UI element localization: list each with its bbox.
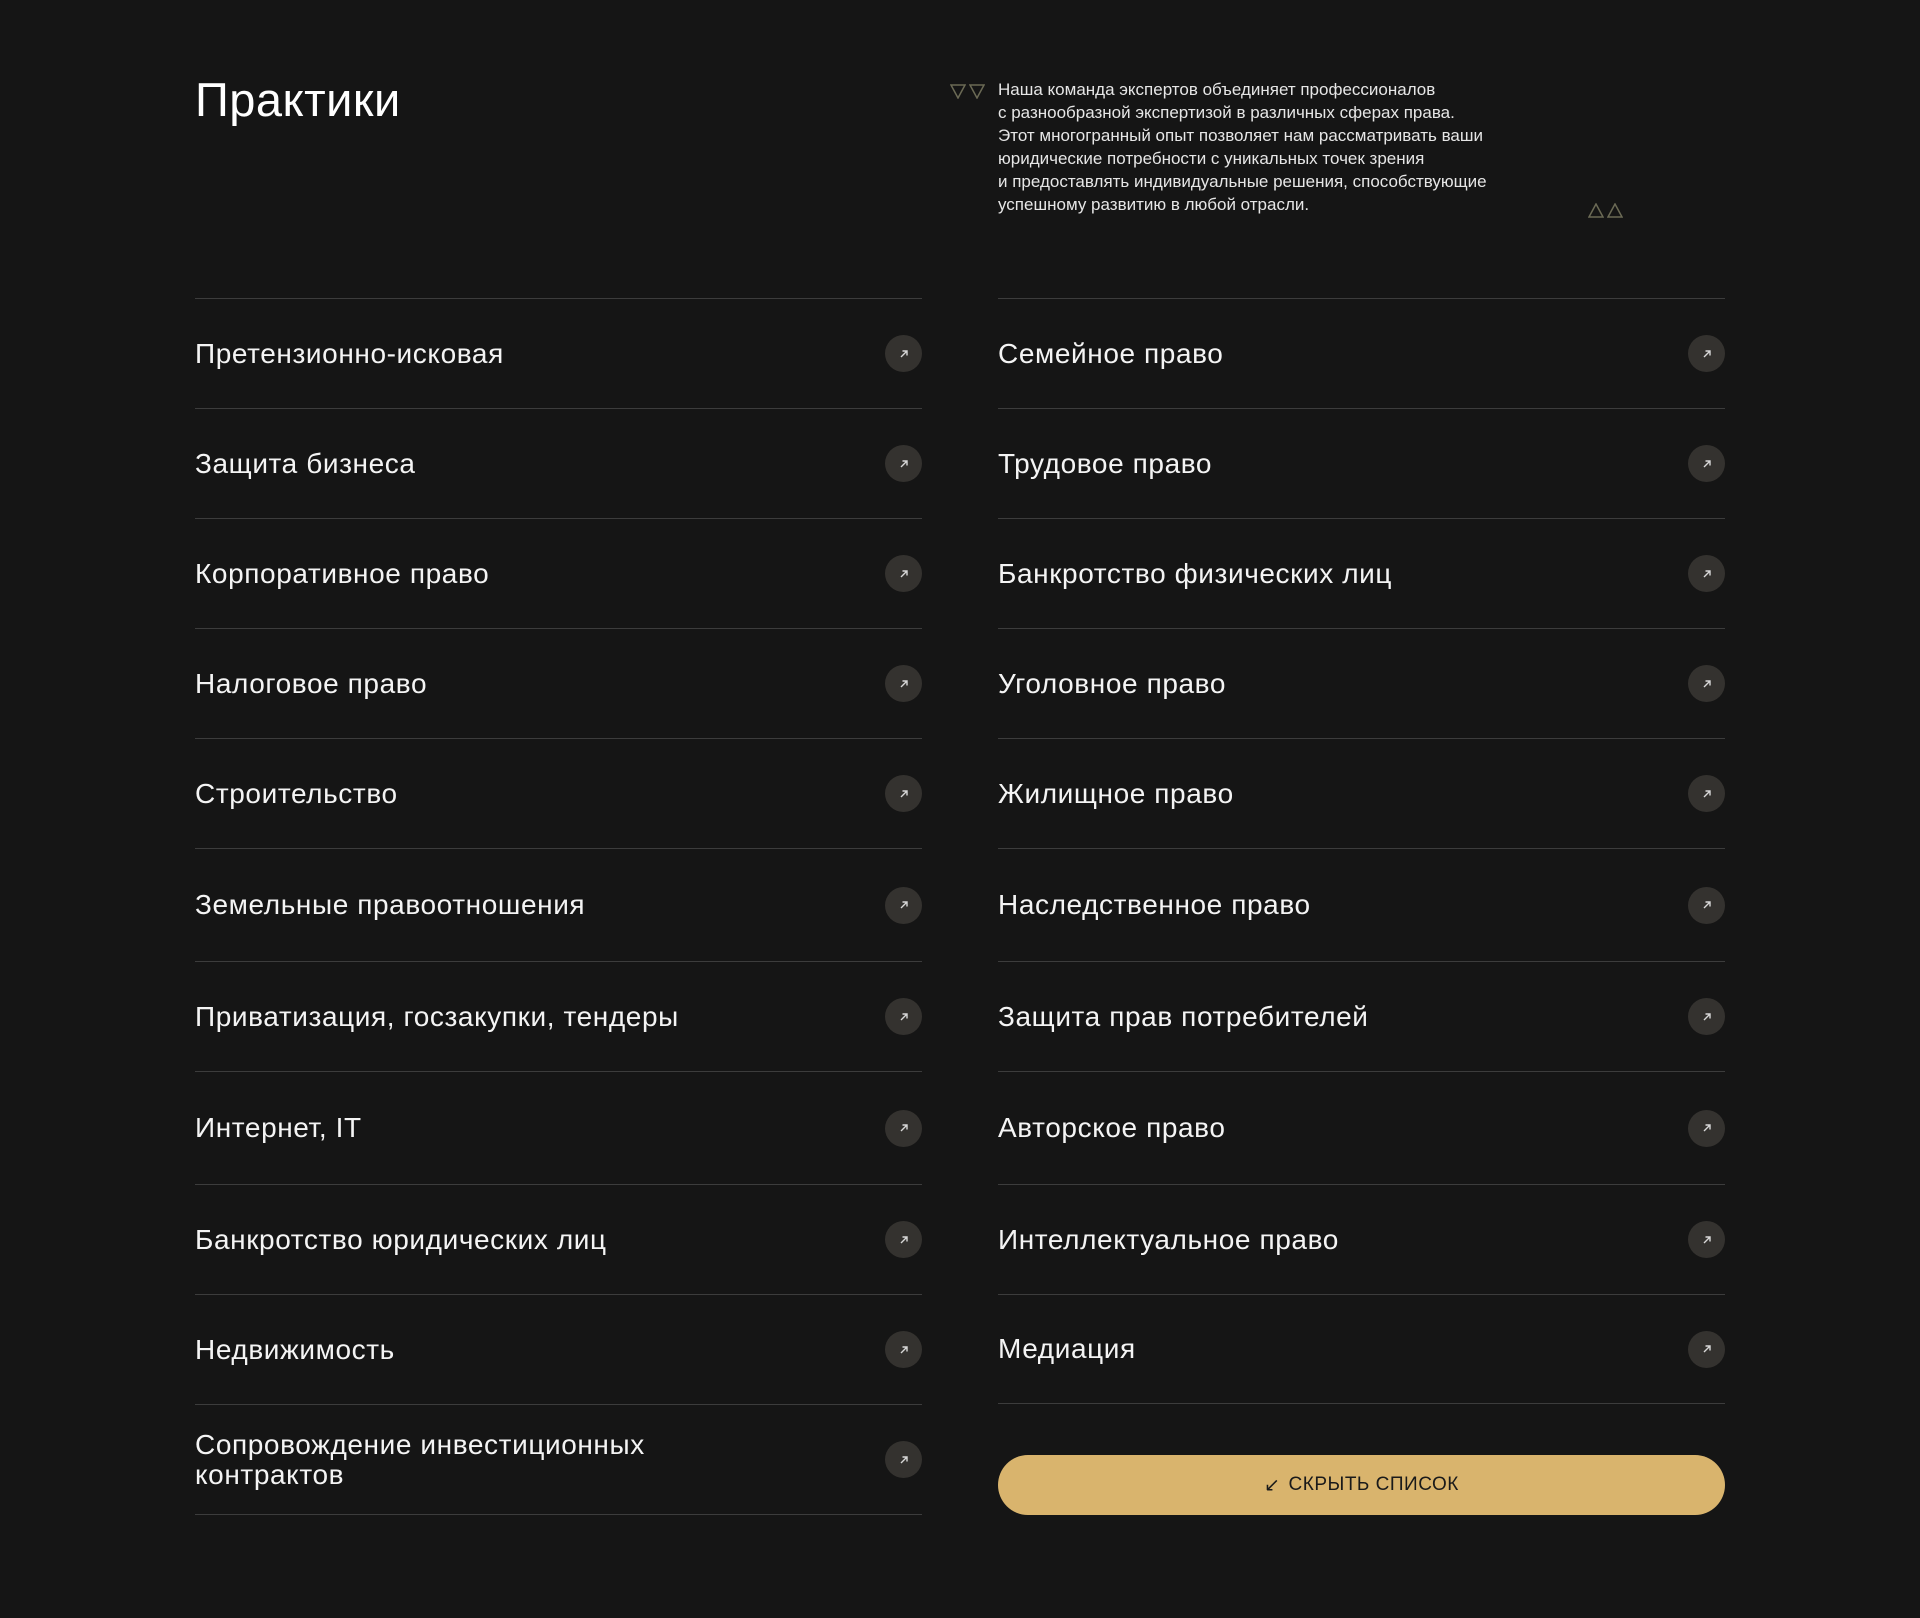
intro-line: с разнообразной экспертизой в различных сферах права. [998, 103, 1455, 122]
practice-item[interactable] [195, 1294, 922, 1404]
practice-item-label: Претензионно-исковая [195, 337, 504, 369]
practice-item[interactable] [998, 1184, 1725, 1294]
arrow-up-right-icon[interactable] [1688, 335, 1725, 372]
practice-item-label: Наследственное право [998, 889, 1311, 920]
quote-open-icon [950, 83, 985, 99]
practice-item-label: Недвижимость [195, 1333, 395, 1365]
practice-item-label: Интернет, IT [195, 1112, 362, 1143]
practice-item[interactable] [195, 961, 922, 1071]
arrow-up-right-icon[interactable] [1688, 665, 1725, 702]
arrow-up-right-icon[interactable] [885, 335, 922, 372]
arrow-up-right-icon[interactable] [1688, 998, 1725, 1035]
arrow-up-right-icon[interactable] [885, 775, 922, 812]
practice-item[interactable] [998, 628, 1725, 738]
practice-item[interactable] [998, 738, 1725, 848]
arrow-up-right-icon[interactable] [885, 665, 922, 702]
intro-line: Этот многогранный опыт позволяет нам рассматривать ваши [998, 126, 1484, 145]
arrow-up-right-icon[interactable] [1688, 887, 1725, 924]
practices-list-right [998, 298, 1725, 1404]
practice-item[interactable] [998, 1071, 1725, 1184]
intro-line: и предоставлять индивидуальные решения, способствующие [998, 172, 1487, 191]
practice-item-label: Банкротство физических лиц [998, 557, 1393, 589]
quote-close-icon [1588, 203, 1623, 219]
arrow-down-left-icon: ↙ [1264, 1474, 1281, 1496]
arrow-up-right-icon[interactable] [1688, 775, 1725, 812]
arrow-up-right-icon[interactable] [1688, 1331, 1725, 1368]
practice-item-label: Строительство [195, 777, 398, 809]
arrow-up-right-icon[interactable] [885, 555, 922, 592]
practice-item[interactable] [195, 1071, 922, 1184]
practice-item[interactable] [195, 1404, 922, 1515]
practice-item[interactable] [195, 1184, 922, 1294]
practice-item-label: Защита прав потребителей [998, 1000, 1369, 1032]
arrow-up-right-icon[interactable] [885, 887, 922, 924]
hide-list-label: СКРЫТЬ СПИСОК [1288, 1474, 1459, 1495]
practice-item[interactable] [195, 738, 922, 848]
practice-item[interactable] [998, 298, 1725, 408]
practice-item-label: Уголовное право [998, 667, 1227, 699]
practice-item[interactable] [195, 628, 922, 738]
arrow-up-right-icon[interactable] [885, 1110, 922, 1147]
practice-item-label: Трудовое право [998, 447, 1213, 479]
arrow-up-right-icon[interactable] [885, 1331, 922, 1368]
intro-text [998, 78, 1598, 216]
section-title: Практики [195, 73, 401, 126]
arrow-up-right-icon[interactable] [1688, 1110, 1725, 1147]
practice-item[interactable] [998, 848, 1725, 961]
practice-item[interactable] [195, 298, 922, 408]
practice-item-label: Жилищное право [998, 777, 1234, 809]
practice-item-label: Семейное право [998, 337, 1224, 369]
intro-line: Наша команда экспертов объединяет профессионалов [998, 80, 1436, 99]
practice-item-label: Земельные правоотношения [195, 889, 586, 920]
arrow-up-right-icon[interactable] [1688, 555, 1725, 592]
practices-list-left [195, 298, 922, 1515]
arrow-up-right-icon[interactable] [1688, 445, 1725, 482]
practice-item-label: Сопровождение инвестиционных контрактов [195, 1428, 645, 1490]
practice-item-label: Защита бизнеса [195, 447, 416, 479]
arrow-up-right-icon[interactable] [885, 445, 922, 482]
arrow-up-right-icon[interactable] [885, 1221, 922, 1258]
practice-item-label: Авторское право [998, 1112, 1226, 1143]
arrow-up-right-icon[interactable] [885, 998, 922, 1035]
practice-item[interactable] [195, 518, 922, 628]
practice-item[interactable] [998, 408, 1725, 518]
practice-item[interactable] [195, 848, 922, 961]
intro-line: юридические потребности с уникальных точек зрения [998, 149, 1425, 168]
arrow-up-right-icon[interactable] [885, 1441, 922, 1478]
practice-item-label: Банкротство юридических лиц [195, 1223, 607, 1255]
intro-line: успешному развитию в любой отрасли. [998, 195, 1310, 214]
arrow-up-right-icon[interactable] [1688, 1221, 1725, 1258]
practice-item-label: Корпоративное право [195, 557, 490, 589]
practice-item-label: Интеллектуальное право [998, 1223, 1339, 1255]
practice-item-label: Медиация [998, 1333, 1136, 1364]
hide-list-button[interactable] [998, 1455, 1725, 1515]
practice-item-label: Приватизация, госзакупки, тендеры [195, 1000, 679, 1032]
practice-item[interactable] [195, 408, 922, 518]
practice-item[interactable] [998, 961, 1725, 1071]
practice-item[interactable] [998, 1294, 1725, 1404]
practice-item-label: Налоговое право [195, 667, 428, 699]
practice-item[interactable] [998, 518, 1725, 628]
